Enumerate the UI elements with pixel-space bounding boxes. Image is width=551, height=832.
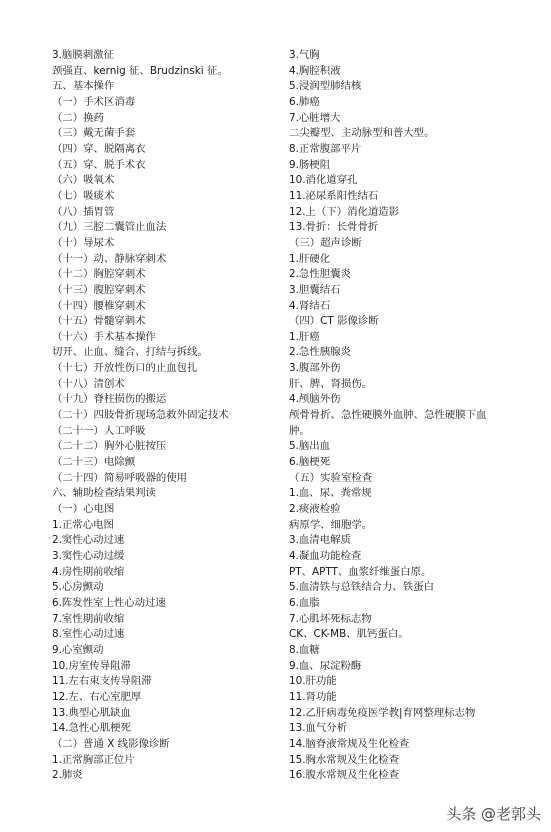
text-line: （十四）腰椎穿刺术 [52, 299, 146, 312]
text-line: PT、APTT、血浆纤维蛋白原。 [289, 565, 432, 578]
text-line: 11.泌尿系阳性结石 [289, 189, 379, 202]
text-line: 8.室性心动过速 [52, 628, 125, 641]
text-line: 15.胸水常规及生化检查 [289, 753, 400, 766]
text-line: 13.血气分析 [289, 722, 348, 735]
text-line: （十三）腹腔穿刺术 [52, 283, 146, 296]
text-line: （一）手术区消毒 [52, 95, 136, 108]
text-line: 10.肝功能 [289, 675, 337, 688]
text-line: （十）导尿术 [52, 236, 115, 249]
text-line: 13.典型心肌缺血 [52, 706, 131, 719]
text-line: 3.血清电解质 [289, 534, 351, 547]
text-line: 颈强直、kernig 征、Brudzinski 征。 [52, 64, 228, 77]
text-line: （九）三腔二囊管止血法 [52, 221, 167, 234]
text-line: 六、辅助检查结果判读 [52, 487, 156, 500]
text-line: 16.腹水常规及生化检查 [289, 769, 400, 782]
text-line: 12.左、右心室肥厚 [52, 690, 142, 703]
text-line: 3.腹部外伤 [289, 362, 341, 375]
text-line: （二十一）人工呼吸 [52, 424, 146, 437]
text-line: （十二）胸腔穿刺术 [52, 268, 146, 281]
text-line: 12.乙肝病毒免疫医学教|育网整理标志物 [289, 706, 476, 719]
text-line: 3.气胸 [289, 49, 320, 61]
text-line: 6.血脂 [289, 596, 320, 609]
text-line: （四）穿、脱隔离衣 [52, 142, 146, 155]
text-line: （二）换药 [52, 111, 104, 124]
text-line: （三）戴无菌手套 [52, 127, 136, 140]
text-line: （二十四）简易呼吸器的使用 [52, 471, 188, 484]
text-line: （十一）动、静脉穿刺术 [52, 252, 167, 265]
text-line: 1.正常心电图 [52, 518, 114, 531]
text-line: 7.心脏增大 [289, 111, 341, 124]
text-line: 二尖瓣型、主动脉型和普大型。 [289, 127, 435, 140]
watermark: 头条 @老郭头 [446, 805, 541, 823]
text-line: （十七）开放性伤口的止血包扎 [52, 362, 198, 375]
text-line: 5.血清铁与总铁结合力、铁蛋白 [289, 581, 434, 594]
left-column [52, 48, 277, 784]
text-line: （二十）四肢骨折现场急救外固定技术 [52, 409, 229, 422]
text-line: 1.血、尿、粪常规 [289, 487, 372, 500]
text-line: 颅骨骨折、急性硬膜外血肿、急性硬膜下血肿。 [289, 409, 487, 437]
text-line: （二）普通 X 线影像诊断 [52, 737, 170, 750]
text-line: 肝、脾、肾损伤。 [289, 377, 373, 390]
text-line: 9.肠梗阻 [289, 158, 331, 171]
text-line: 10.消化道穿孔 [289, 174, 358, 187]
text-line: 切开、止血、缝合、打结与拆线。 [52, 346, 208, 359]
text-line: 7.心肌坏死标志物 [289, 612, 372, 625]
text-line: 5.脑出血 [289, 440, 331, 453]
text-line: （八）插胃管 [52, 205, 115, 218]
text-line: 1.肝硬化 [289, 252, 331, 265]
text-line: （十八）清创术 [52, 377, 125, 390]
text-line: 13.骨折：长骨骨折 [289, 221, 379, 234]
text-line: （十五）骨髓穿刺术 [52, 315, 146, 328]
text-line: 2.窦性心动过速 [52, 534, 125, 547]
text-line: （三）超声诊断 [289, 236, 362, 249]
text-line: （五）实验室检查 [289, 471, 373, 484]
text-line: 8.血糖 [289, 643, 320, 656]
text-line: 病原学、细胞学。 [289, 518, 373, 531]
text-line: CK、CK-MB、肌钙蛋白。 [289, 628, 409, 641]
text-line: 14.脑脊液常规及生化检查 [289, 737, 410, 750]
text-line: 6.阵发性室上性心动过速 [52, 596, 166, 609]
text-line: 4.房性期前收缩 [52, 565, 125, 578]
text-line: （六）吸氧术 [52, 174, 115, 187]
text-line: 3.窦性心动过缓 [52, 550, 125, 562]
text-line: 5.心房颤动 [52, 581, 104, 594]
text-line: （二十二）胸外心脏按压 [52, 440, 167, 453]
text-line: （一）心电图 [52, 503, 115, 516]
text-line: 9.心室颤动 [52, 643, 104, 656]
text-line: 2.肺炎 [52, 769, 83, 782]
text-line: 1.肝癌 [289, 330, 320, 343]
text-line: 1.正常胸部正位片 [52, 753, 135, 766]
text-line: 3.胆囊结石 [289, 283, 341, 296]
text-line: （五）穿、脱手术衣 [52, 158, 146, 171]
text-line: 14.急性心肌梗死 [52, 722, 131, 735]
text-line: 9.血、尿淀粉酶 [289, 659, 362, 672]
right-column [289, 48, 514, 784]
text-line: （七）吸痰术 [52, 189, 115, 202]
text-line: 12.上（下）消化道造影 [289, 205, 400, 218]
text-line: 5.浸润型肺结核 [289, 80, 362, 93]
text-line: 五、基本操作 [52, 80, 115, 93]
text-line: 2.痰液检验 [289, 503, 341, 516]
text-line: 6.脑梗死 [289, 456, 331, 469]
text-line: 4.凝血功能检查 [289, 550, 362, 562]
text-line: 3.脑膜刺激征 [52, 49, 114, 61]
text-line: 4.肾结石 [289, 299, 331, 312]
text-line: 2.急性胆囊炎 [289, 268, 351, 281]
text-line: 4.胸腔积液 [289, 64, 341, 77]
text-line: 4.颅脑外伤 [289, 393, 341, 406]
text-line: （十九）脊柱损伤的搬运 [52, 393, 167, 406]
text-line: 7.室性期前收缩 [52, 612, 125, 625]
text-line: 11.肾功能 [289, 690, 337, 703]
text-line: 2.急性胰腺炎 [289, 346, 351, 359]
text-line: （十六）手术基本操作 [52, 330, 156, 343]
text-line: （二十三）电除颤 [52, 456, 136, 469]
text-line: 6.肺癌 [289, 95, 320, 108]
text-line: 8.正常腹部平片 [289, 142, 362, 155]
text-line: （四）CT 影像诊断 [289, 315, 379, 328]
text-line: 10.房室传导阻滞 [52, 659, 131, 672]
text-line: 11.左右束支传导阻滞 [52, 675, 152, 688]
